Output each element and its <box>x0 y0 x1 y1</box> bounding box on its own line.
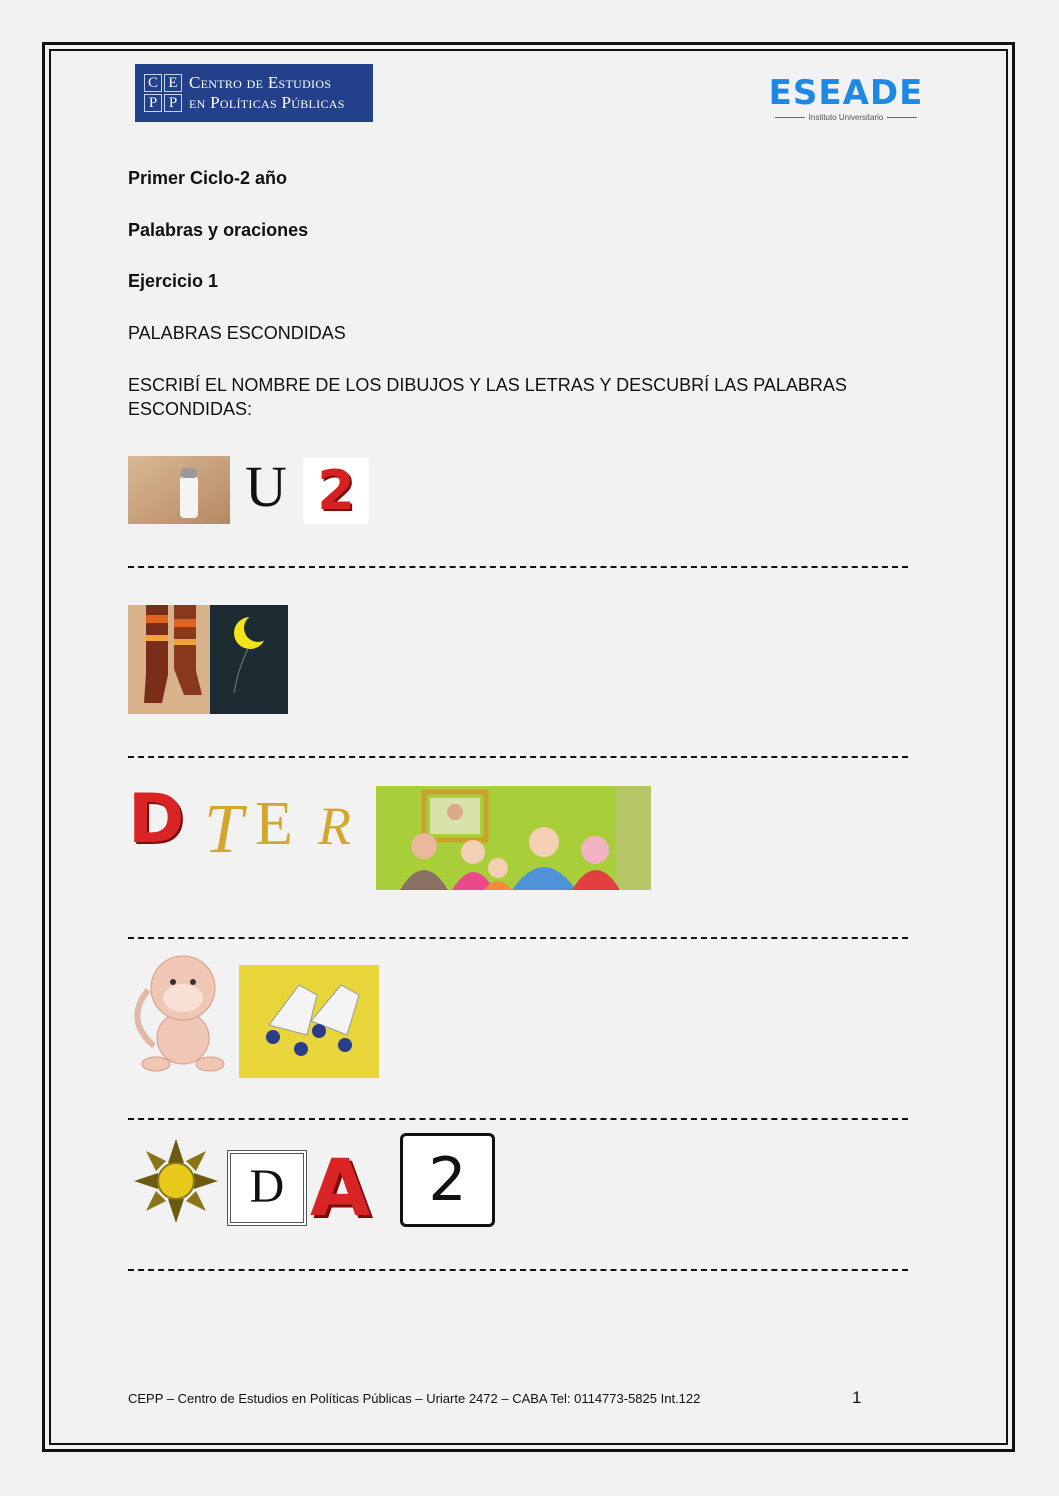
cepp-name <box>189 73 345 113</box>
cepp-letter: E <box>164 74 182 92</box>
answer-line-4 <box>128 1118 908 1120</box>
moon-image <box>210 605 288 714</box>
letter-e-gold: E <box>255 790 293 858</box>
page-number: 1 <box>852 1388 862 1407</box>
footer-text: CEPP – Centro de Estudios en Políticas Públicas – Uriarte 2472 – CABA Tel: 0114773-5825 Int.122 <box>128 1391 701 1406</box>
cepp-name-line2: en Políticas Públicas <box>189 93 345 112</box>
letter-u: U <box>245 454 287 519</box>
letter-a-red: A <box>310 1144 371 1234</box>
socks-image <box>128 605 210 714</box>
cepp-monogram <box>144 74 182 112</box>
eseade-logo <box>768 74 924 122</box>
salt-shaker-image <box>128 456 230 524</box>
answer-line-3 <box>128 937 908 939</box>
answer-line-2 <box>128 756 908 758</box>
eseade-subtitle <box>768 113 924 122</box>
letter-d-framed: D <box>227 1150 307 1226</box>
cepp-letter: P <box>144 94 162 112</box>
letter-t-gold: T <box>204 791 243 868</box>
sun-image <box>132 1138 220 1224</box>
letter-d-red: D <box>128 780 185 859</box>
page-border-inner <box>49 49 1008 1445</box>
letter-r-gold: R <box>318 796 351 856</box>
roller-skates-image <box>239 965 379 1078</box>
monkey-image <box>128 950 228 1072</box>
exercise-title: PALABRAS ESCONDIDAS <box>128 323 346 343</box>
answer-line-1 <box>128 566 908 568</box>
eseade-subtitle-text: Instituto Universitario <box>808 113 884 122</box>
cepp-letter: P <box>164 94 182 112</box>
exercise-heading: Ejercicio 1 <box>128 271 219 291</box>
family-image <box>376 786 651 890</box>
topic-heading: Palabras y oraciones <box>128 220 309 240</box>
number-two-sign: 2 <box>400 1133 495 1227</box>
answer-line-5 <box>128 1269 908 1271</box>
cepp-name-line1: Centro de Estudios <box>189 73 332 92</box>
cepp-letter: C <box>144 74 162 92</box>
level-heading: Primer Ciclo-2 año <box>128 168 288 188</box>
instruction-text: ESCRIBÍ EL NOMBRE DE LOS DIBUJOS Y LAS LETRAS Y DESCUBRÍ LAS PALABRAS ESCONDIDAS: <box>128 375 847 419</box>
cepp-logo <box>135 64 373 122</box>
number-two-red: 2 <box>303 458 369 524</box>
eseade-wordmark: ESEADE <box>768 73 924 113</box>
